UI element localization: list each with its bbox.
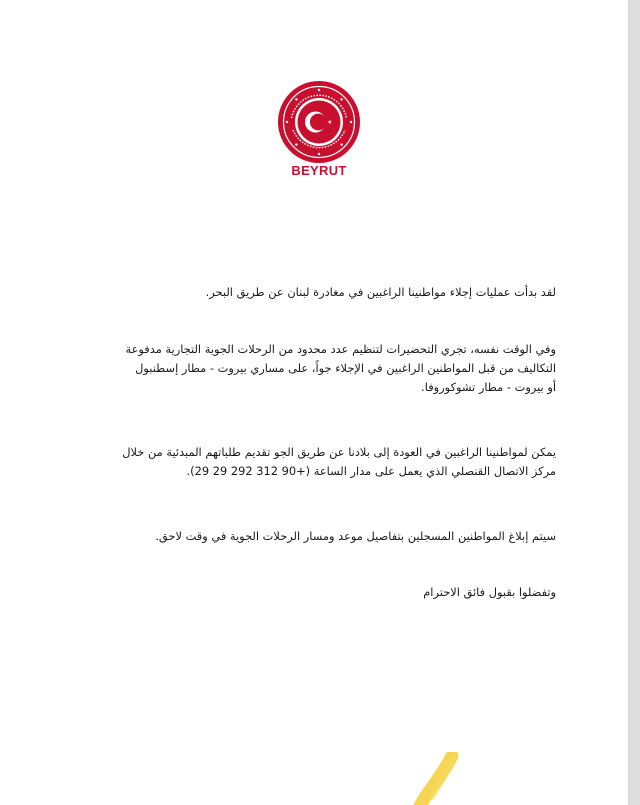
page-margin-gutter bbox=[629, 0, 640, 805]
paragraph-line: يمكن لمواطنينا الراغبين في العودة إلى بلادنا عن طريق الجو تقديم طلباتهم المبدئية من خلال bbox=[122, 445, 556, 459]
paragraph-notification bbox=[72, 527, 556, 546]
mission-name: BEYRUT bbox=[291, 163, 347, 178]
highlighter-stroke bbox=[412, 752, 464, 805]
paragraph-sea-evacuation bbox=[72, 283, 556, 302]
paragraph-line: وتفضلوا بقبول فائق الاحترام bbox=[423, 585, 556, 599]
closing-salutation bbox=[72, 583, 556, 602]
paragraph-line: وفي الوقت نفسه، تجري التحضيرات لتنظيم عدد محدود من الرحلات الجوية التجارية مدفوعة bbox=[125, 342, 556, 356]
paragraph-line: سيتم إبلاغ المواطنين المسجلين بتفاصيل موعد ومسار الرحلات الجوية في وقت لاحق. bbox=[155, 529, 556, 543]
paragraph-line: مركز الاتصال القنصلي الذي يعمل على مدار الساعة (+90 312 292 29 29). bbox=[186, 464, 556, 478]
paragraph-commercial-flights bbox=[72, 340, 556, 397]
consulate-emblem-icon bbox=[277, 80, 361, 164]
paragraph-line: التكاليف من قبل المواطنين الراغبين في الإجلاء جواً، على مساري بيروت - مطار إسطنبول bbox=[135, 361, 556, 375]
paragraph-line: لقد بدأت عمليات إجلاء مواطنينا الراغبين في مغادرة لبنان عن طريق البحر. bbox=[205, 285, 556, 299]
paragraph-line: أو بيروت - مطار تشوكوروفا. bbox=[421, 380, 556, 394]
paragraph-call-center bbox=[72, 443, 556, 481]
